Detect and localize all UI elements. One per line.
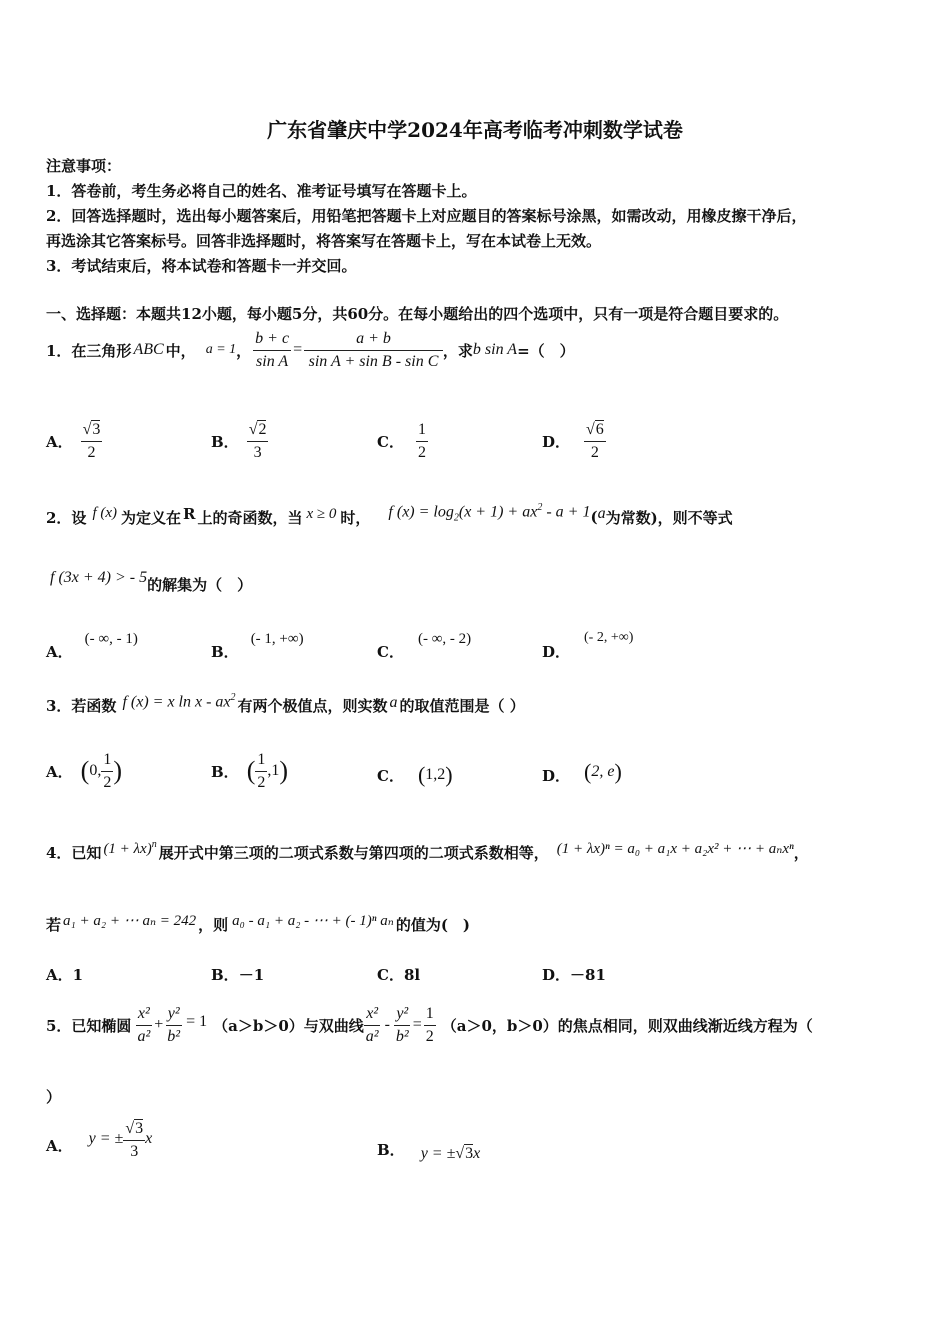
q5-close-paren: ） (46, 1088, 62, 1106)
q2-real-set: R (183, 505, 196, 523)
page-title: 广东省肇庆中学2024年高考临考冲刺数学试卷 (267, 118, 683, 142)
q5-option-a[interactable]: A． y = ± $\frac{√3}{3}$ x (46, 1119, 153, 1160)
section-heading: 一、选择题：本题共12小题，每小题5分，共60分。在每小题给出的四个选项中，只有一项是符合题目要求的。 (46, 305, 789, 323)
q1-prefix: 1．在三角形 (46, 341, 132, 360)
q4-option-a[interactable]: A．1 (46, 966, 84, 984)
q1-expression: b sin A (472, 341, 518, 358)
q3-option-a[interactable]: A． ( 0, $\frac{1}{2}$ ) (46, 750, 122, 791)
q3-option-b[interactable]: B． ( $\frac{1}{2}$ ,1 ) (211, 750, 289, 791)
question-5: 5．已知椭圆 $\frac{\text{x²}}{\text{a²}}$ + $\frac{\text{y²}}{\text{b²}}$ = 1 （a＞b＞0）与双曲线 $\frac{\text{x²}}{\text{a²}}$ - $\frac{\text{y²}}{\text{b²}}$ = $\frac{1}{2}$ （a＞0，b＞0）的焦点相同，则双曲线渐近线方程为（ (46, 1004, 813, 1045)
q4-binomial: $(1 + \lambda x)^n$ (103, 838, 157, 857)
q2-inequality-line: f (3x + 4) > - 5 的解集为（ ） (50, 569, 253, 594)
q1-option-a[interactable]: A． $\frac{√3}{2}$ (46, 420, 101, 461)
q3-option-d[interactable]: D． ( 2, e ) (542, 759, 622, 785)
question-1 (46, 326, 575, 374)
q4-option-c[interactable]: C．8l (377, 966, 421, 984)
q1-triangle: ABC (133, 341, 164, 358)
q1-option-c[interactable]: C． $\frac{1}{2}$ (377, 420, 426, 461)
question-3: 3．若函数 f (x) = x ln x - $ax^2$ 有两个极值点，则实数 a 的取值范围是（ ） (46, 692, 525, 715)
q1-equals: = (293, 341, 303, 358)
q4-option-b[interactable]: B．－1 (211, 966, 265, 984)
q4-option-d[interactable]: D．－81 (542, 966, 606, 984)
q1-ask: ，求 (442, 341, 473, 360)
notice-item-2: 2．回答选择题时，选出每小题答案后，用铅笔把答题卡上对应题目的答案标号涂黑，如需改动，用橡皮擦干净后， (46, 207, 807, 225)
q3-function: f (x) = x ln x - $ax^2$ (122, 692, 236, 711)
q5-half: $\frac{1}{2}$ (425, 1004, 434, 1045)
q1-option-d[interactable]: D． $\frac{√6}{2}$ (542, 420, 604, 461)
q5-ellipse-y-term: $\frac{\text{y²}}{\text{b²}}$ (167, 1004, 181, 1045)
q4-expansion: (1 + λx)ⁿ = a₀ + a₁x + a₂x² + ⋯ + aₙxⁿ (556, 840, 794, 857)
q5-ellipse-x-term: $\frac{\text{x²}}{\text{a²}}$ (137, 1004, 151, 1045)
notice-heading: 注意事项： (46, 157, 122, 175)
q5-option-b[interactable]: B． y = ± √3 x (377, 1140, 481, 1162)
q1-lhs-den: sin A (256, 352, 289, 370)
question-2: 2．设 f (x) 为定义在 R 上的奇函数，当 x ≥ 0 时， f $(x) = \log_2(x + 1) + ax^2 - a + 1$ ( a 为常数)，则不等式 (46, 502, 733, 527)
q5-hyperbola-x-term: $\frac{\text{x²}}{\text{a²}}$ (365, 1004, 379, 1045)
q2-function-name: f (x) (92, 504, 118, 521)
q5-hyperbola-y-term: $\frac{\text{y²}}{\text{b²}}$ (395, 1004, 409, 1045)
q1-rhs-den: sin A + sin B - sin C (308, 352, 439, 370)
notice-item-1: 1．答卷前，考生务必将自己的姓名、准考证号填写在答题卡上。 (46, 182, 477, 200)
q2-option-a[interactable]: A． (- ∞, - 1) (46, 631, 138, 661)
q1-lhs-fraction (253, 329, 291, 372)
q1-option-b[interactable]: B． $\frac{√2}{3}$ (211, 420, 267, 461)
q1-lhs-num: b + c (253, 329, 291, 351)
q2-function-definition: f $(x) = \log_2(x + 1) + ax^2 - a + 1$ (388, 502, 591, 524)
q1-tail: =（ ） (517, 341, 575, 360)
q4-sum: a₁ + a₂ + ⋯ aₙ = 242 (63, 912, 197, 929)
q2-inequality: f (3x + 4) > - 5 (50, 569, 148, 586)
q1-rhs-fraction (304, 329, 443, 372)
q2-condition: x ≥ 0 (306, 505, 337, 522)
q1-mid: 中， (165, 341, 196, 360)
q2-option-d[interactable]: D． (- 2, +∞) (542, 630, 634, 661)
question-4: 4．已知 $(1 + \lambda x)^n$ 展开式中第三项的二项式系数与第四项的二项式系数相等， (1 + λx)ⁿ = a₀ + a₁x + a₂x² + ⋯ + aₙxⁿ ， (46, 838, 809, 862)
q3-option-c[interactable]: C． ( 1,2 ) (377, 762, 453, 787)
q2-option-c[interactable]: C． (- ∞, - 2) (377, 631, 472, 661)
q2-option-b[interactable]: B． (- 1, +∞) (211, 631, 304, 661)
notice-item-3: 3．考试结束后，将本试卷和答题卡一并交回。 (46, 257, 357, 275)
q4-condition-line: 若 a₁ + a₂ + ⋯ aₙ = 242 ，则 a₀ - a₁ + a₂ - ⋯ + (- 1)ⁿ aₙ 的值为( ) (46, 912, 471, 934)
q1-comma: ， (236, 341, 252, 360)
q1-rhs-num: a + b (304, 329, 443, 351)
q1-condition: a = 1 (205, 342, 237, 357)
notice-item-2-cont: 再选涂其它答案标号。回答非选择题时，将答案写在答题卡上，写在本试卷上无效。 (46, 232, 602, 250)
q4-alternating-sum: a₀ - a₁ + a₂ - ⋯ + (- 1)ⁿ aₙ (232, 912, 394, 929)
